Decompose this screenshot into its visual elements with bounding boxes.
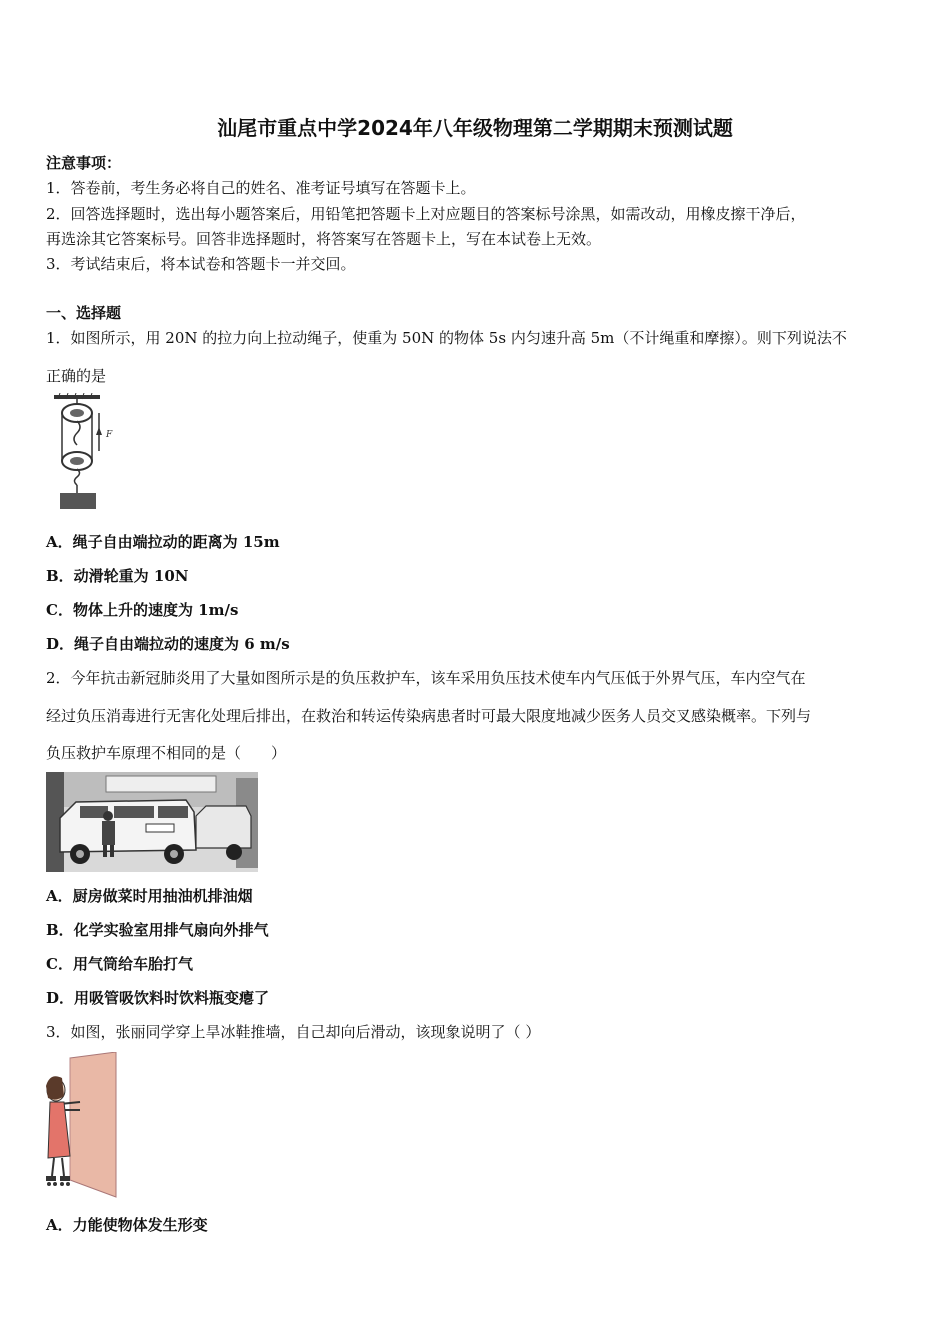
question-stem: 2．今年抗击新冠肺炎用了大量如图所示是的负压救护车，该车采用负压技术使车内气压低于外界气压，车内空气在: [46, 669, 806, 687]
option-c: C．物体上升的速度为 1m/s: [46, 601, 239, 619]
option-d: D．绳子自由端拉动的速度为 6 m/s: [46, 635, 290, 653]
ambulance-photo: [46, 772, 258, 872]
option-a: A．绳子自由端拉动的距离为 15m: [46, 533, 280, 551]
option-c: C．用气筒给车胎打气: [46, 955, 193, 973]
option-a: A．厨房做菜时用抽油机排油烟: [46, 887, 253, 905]
option-a: A．力能使物体发生形变: [46, 1216, 208, 1234]
notice-item: 3．考试结束后，将本试卷和答题卡一并交回。: [46, 255, 356, 273]
notice-item: 1．答卷前，考生务必将自己的姓名、准考证号填写在答题卡上。: [46, 179, 476, 197]
section-heading: 一、选择题: [46, 304, 122, 322]
notice-heading: 注意事项：: [46, 154, 122, 172]
option-d: D．用吸管吸饮料时饮料瓶变瘪了: [46, 989, 270, 1007]
girl-pushing-wall-figure: [46, 1052, 122, 1202]
force-label: F: [106, 430, 113, 440]
question-stem: 正确的是: [46, 367, 107, 385]
page-title: 汕尾市重点中学2024年八年级物理第二学期期末预测试题: [217, 116, 733, 140]
question-stem: 1．如图所示，用 20N 的拉力向上拉动绳子，使重为 50N 的物体 5s 内匀速升高 5m（不计绳重和摩擦）。则下列说法不: [46, 329, 847, 347]
notice-item: 再选涂其它答案标号。回答非选择题时，将答案写在答题卡上，写在本试卷上无效。: [46, 230, 602, 248]
question-stem: 经过负压消毒进行无害化处理后排出，在救治和转运传染病患者时可最大限度地减少医务人员交叉感染概率。下列与: [46, 707, 812, 725]
notice-item: 2．回答选择题时，选出每小题答案后，用铅笔把答题卡上对应题目的答案标号涂黑，如需改动，用橡皮擦干净后，: [46, 205, 806, 223]
pulley-figure: [46, 393, 126, 513]
question-stem: 3．如图，张丽同学穿上旱冰鞋推墙，自己却向后滑动，该现象说明了（ ）: [46, 1023, 541, 1041]
question-stem: 负压救护车原理不相同的是（ ）: [46, 744, 287, 762]
option-b: B．动滑轮重为 10N: [46, 567, 189, 585]
option-b: B．化学实验室用排气扇向外排气: [46, 921, 269, 939]
